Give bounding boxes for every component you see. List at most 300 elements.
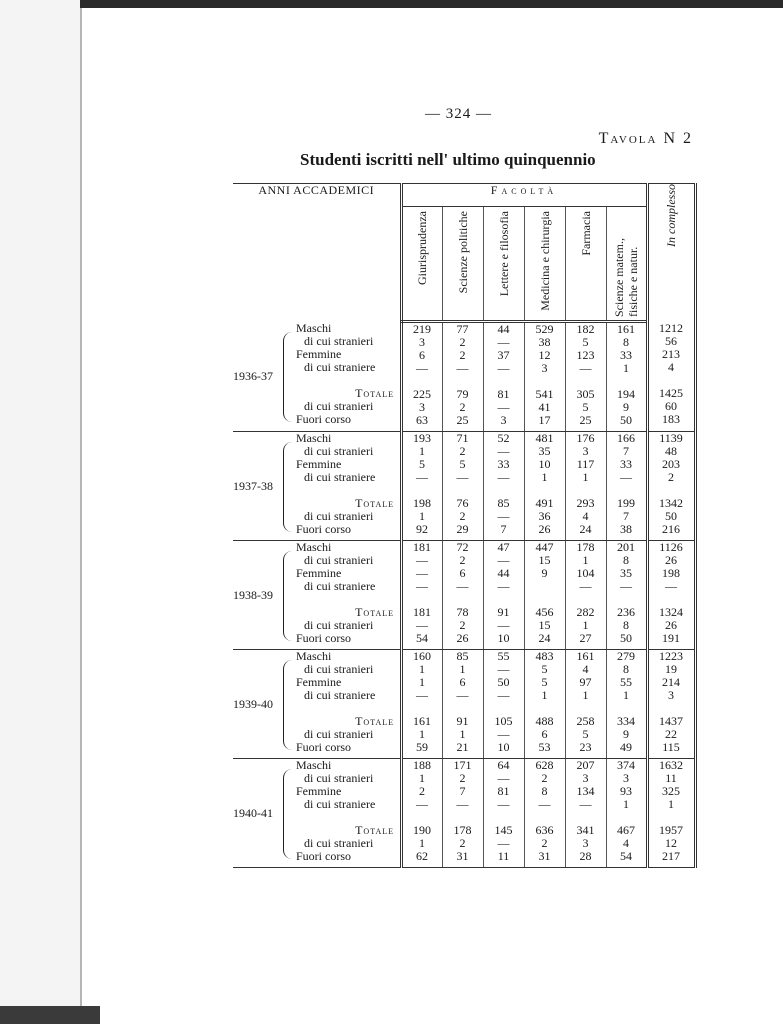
table-cell-value: 6 [459, 566, 466, 580]
table-cell-value: — [497, 509, 510, 523]
table-cell-value: 5 [582, 400, 589, 414]
table-cell-value: 6 [459, 675, 466, 689]
table-cell-value: 203 [662, 457, 680, 471]
brace-icon [283, 332, 292, 422]
table-cell-value: 1 [419, 509, 425, 523]
row-label-femmine: Femmine [296, 675, 342, 689]
table-cell-value: 201 [617, 540, 635, 554]
faculty-column-cell [401, 432, 442, 541]
table-cell-value: 1 [623, 361, 629, 375]
row-label-fuori-corso: Fuori corso [296, 849, 351, 863]
year-block-labels [233, 650, 401, 759]
value-stack [484, 650, 524, 758]
table-cell-value: 24 [538, 631, 551, 645]
row-label-di-cui-straniere: di cui straniere [304, 797, 376, 811]
total-column-cell [647, 650, 695, 759]
row-label-maschi: Maschi [296, 540, 332, 554]
table-cell-value: 29 [456, 522, 469, 536]
row-label-femmine: Femmine [296, 784, 342, 798]
row-label-di-cui-stranieri: di cui stranieri [304, 727, 374, 741]
value-stack [484, 541, 524, 649]
table-cell-value: 22 [665, 727, 677, 741]
table-cell-value: 1 [582, 470, 589, 484]
table-cell-value: — [497, 444, 510, 458]
table-cell-value: 71 [456, 431, 469, 445]
year-block-labels [233, 759, 401, 868]
table-cell-value: 334 [617, 714, 635, 728]
table-cell-value: 282 [576, 605, 595, 619]
table-cell-value: 145 [494, 823, 513, 837]
table-cell-value: 219 [413, 322, 431, 336]
table-cell-value: 325 [662, 784, 680, 798]
row-label-di-cui-stranieri: di cui stranieri [304, 553, 374, 567]
table-cell-value: 2 [459, 335, 466, 349]
table-cell-value [525, 580, 565, 593]
academic-year-label: 1938-39 [233, 588, 273, 602]
table-cell-value: 28 [579, 849, 592, 863]
faculty-column-cell [565, 322, 606, 432]
faculty-column-cell [524, 322, 565, 432]
table-cell-value: 7 [623, 509, 629, 523]
header-faculty: Medicina e chirurgia [524, 207, 565, 322]
value-stack [443, 323, 483, 431]
table-cell-value: 44 [497, 566, 510, 580]
table-cell-value: 3 [419, 335, 425, 349]
table-cell-value: 79 [456, 387, 469, 401]
table-cell-value: 8 [541, 784, 548, 798]
table-cell-value: 104 [576, 566, 595, 580]
value-stack [443, 650, 483, 758]
value-stack [525, 759, 565, 867]
table-cell-value: — [497, 688, 510, 702]
value-stack [607, 541, 646, 649]
faculty-column-cell [606, 541, 647, 650]
row-labels [296, 541, 400, 645]
year-block-row [233, 650, 695, 759]
year-block-row [233, 759, 695, 868]
table-cell-value: 81 [497, 387, 510, 401]
table-cell-value: 15 [538, 553, 551, 567]
table-cell-value: 5 [541, 675, 548, 689]
table-cell-value: — [497, 618, 510, 632]
header-faculty: Giurisprudenza [401, 207, 442, 322]
value-stack [484, 432, 524, 540]
faculty-column-cell [401, 541, 442, 650]
table-cell-value: 2 [459, 400, 466, 414]
table-cell-value: 4 [623, 836, 629, 850]
table-cell-value: 44 [497, 322, 510, 336]
faculty-column-cell [442, 759, 483, 868]
table-cell-value: 3 [582, 836, 589, 850]
table-cell-value: 529 [535, 322, 554, 336]
table-cell-value: 636 [535, 823, 554, 837]
table-cell-value: 207 [576, 758, 595, 772]
table-cell-value: 491 [535, 496, 554, 510]
table-cell-value: 76 [456, 496, 469, 510]
table-cell-value: 488 [535, 714, 554, 728]
table-cell-value: 47 [497, 540, 510, 554]
faculty-column-cell [401, 650, 442, 759]
row-label-totale: Totale [355, 496, 394, 510]
table-cell-value: 11 [665, 771, 677, 785]
table-cell-value: 191 [662, 631, 680, 645]
table-cell-value: 1 [419, 727, 425, 741]
table-cell-value: — [497, 662, 510, 676]
table-cell-value: 3 [541, 361, 548, 375]
table-cell-value: 4 [668, 359, 674, 374]
table-cell-value: — [665, 579, 677, 593]
total-column-cell [647, 322, 695, 432]
value-stack [607, 323, 646, 431]
table-cell-value: 12 [538, 348, 551, 362]
table-cell-value: 456 [535, 605, 554, 619]
table-cell-value: 199 [617, 496, 635, 510]
scan-bottom-edge [0, 1006, 100, 1024]
table-cell-value: — [620, 579, 632, 593]
scan-top-edge [80, 0, 783, 8]
table-cell-value: — [497, 361, 510, 375]
value-stack [566, 650, 606, 758]
value-stack [649, 541, 694, 649]
value-stack [525, 323, 565, 431]
row-label-femmine: Femmine [296, 457, 342, 471]
row-label-di-cui-stranieri: di cui stranieri [304, 398, 374, 413]
table-cell-value: 91 [497, 605, 510, 619]
table-cell-value: 117 [576, 457, 595, 471]
table-cell-value: 4 [582, 509, 589, 523]
table-cell-value: 181 [413, 605, 431, 619]
table-cell-value: 78 [456, 605, 469, 619]
faculty-column-cell [524, 541, 565, 650]
brace-icon [283, 551, 292, 641]
table-cell-value: 178 [576, 540, 595, 554]
table-cell-value: 50 [620, 413, 632, 427]
table-cell-value: 305 [576, 387, 595, 401]
table-cell-value: 188 [413, 758, 431, 772]
row-label-fuori-corso: Fuori corso [296, 522, 351, 536]
table-cell-value: 1324 [659, 605, 683, 619]
table-cell-value: 225 [413, 387, 431, 401]
table-cell-value: — [416, 470, 428, 484]
table-cell-value: 5 [582, 335, 589, 349]
table-cell-value: 37 [497, 348, 510, 362]
table-cell-value: 11 [497, 849, 510, 863]
table-cell-value: 38 [620, 522, 632, 536]
table-cell-value: 1 [541, 470, 548, 484]
value-stack [566, 759, 606, 867]
row-label-di-cui-stranieri: di cui stranieri [304, 618, 374, 632]
value-stack [443, 541, 483, 649]
row-label-maschi: Maschi [296, 758, 332, 772]
table-cell-value: 59 [416, 740, 428, 754]
table-cell-value: 1 [623, 688, 629, 702]
table-cell-value: 8 [623, 618, 629, 632]
table-cell-value: 6 [419, 348, 425, 362]
table-cell-value: 85 [456, 649, 469, 663]
table-cell-value: — [620, 470, 632, 484]
table-cell-value: — [416, 566, 428, 580]
faculty-column-cell [606, 322, 647, 432]
table-cell-value: 8 [623, 335, 629, 349]
faculty-column-cell [442, 541, 483, 650]
faculty-column-cell [606, 759, 647, 868]
brace-icon [283, 660, 292, 750]
table-cell-value: — [497, 836, 510, 850]
row-label-totale: Totale [355, 823, 394, 837]
header-facolta: Facoltà [401, 184, 647, 207]
table-cell-value: 483 [535, 649, 554, 663]
table-cell-value: 56 [665, 333, 677, 348]
row-label-femmine: Femmine [296, 346, 342, 361]
value-stack [607, 432, 646, 540]
table-cell-value: 7 [459, 784, 466, 798]
table-cell-value: 183 [662, 411, 680, 426]
table-cell-value: — [416, 688, 428, 702]
table-cell-value: 279 [617, 649, 635, 663]
table-cell-value: 447 [535, 540, 554, 554]
table-cell-value: 35 [538, 444, 551, 458]
table-cell-value: 217 [662, 849, 680, 863]
table-cell-value: 26 [456, 631, 469, 645]
row-label-maschi: Maschi [296, 649, 332, 663]
table-cell-value: 1 [668, 797, 674, 811]
table-cell-value: 21 [456, 740, 469, 754]
table-cell-value: 2 [541, 771, 548, 785]
table-cell-value: 2 [459, 348, 466, 362]
table-cell-value: 77 [456, 322, 469, 336]
value-stack [443, 432, 483, 540]
year-block-labels [233, 541, 401, 650]
value-stack [566, 323, 606, 431]
row-label-di-cui-stranieri: di cui stranieri [304, 444, 374, 458]
table-cell-value: 1342 [659, 496, 683, 510]
table-cell-value: 5 [419, 457, 425, 471]
table-cell-value: — [497, 771, 510, 785]
table-cell-value: 1 [541, 688, 548, 702]
table-cell-value: 293 [576, 496, 595, 510]
value-stack [649, 650, 694, 758]
table-cell-value: 3 [419, 400, 425, 414]
table-cell-value: 17 [538, 413, 551, 427]
table-cell-value: 10 [497, 740, 510, 754]
value-stack [649, 322, 694, 430]
table-cell-value: — [456, 797, 469, 811]
row-labels [296, 322, 400, 426]
table-cell-value: 24 [579, 522, 592, 536]
header-anni-accademici: ANNI ACCADEMICI [233, 184, 401, 322]
row-spacer [296, 374, 400, 387]
page-title: Studenti iscritti nell' ultimo quinquennio [300, 150, 596, 169]
table-cell-value: 1 [623, 797, 629, 811]
table-cell-value: — [497, 400, 510, 414]
table-cell-value: 2 [668, 470, 674, 484]
row-label-di-cui-straniere: di cui straniere [304, 359, 376, 374]
faculty-column-cell [606, 432, 647, 541]
table-cell-value: — [497, 553, 510, 567]
row-label-di-cui-stranieri: di cui stranieri [304, 836, 374, 850]
table-cell-value: 9 [623, 400, 629, 414]
row-label-di-cui-stranieri: di cui stranieri [304, 509, 374, 523]
table-cell-value: 467 [617, 823, 635, 837]
table-cell-value: 1223 [659, 649, 683, 663]
page-number: — 324 — [425, 106, 492, 122]
faculty-column-cell [483, 432, 524, 541]
table-cell-value: 50 [620, 631, 632, 645]
academic-year-label: 1939-40 [233, 697, 273, 711]
row-label-fuori-corso: Fuori corso [296, 740, 351, 754]
value-stack [566, 541, 606, 649]
value-stack [566, 432, 606, 540]
table-cell-value: 9 [541, 566, 548, 580]
table-cell-value: — [579, 361, 592, 375]
faculty-column-cell [442, 432, 483, 541]
table-cell-value: 1 [419, 836, 425, 850]
year-block-row [233, 432, 695, 541]
table-cell-value: 2 [419, 784, 425, 798]
table-cell-value: 1212 [659, 320, 683, 335]
value-stack [525, 432, 565, 540]
table-cell-value: 31 [538, 849, 551, 863]
students-table [233, 183, 697, 868]
table-cell-value: 8 [623, 553, 629, 567]
table-cell-value: 7 [500, 522, 507, 536]
table-cell-value: — [538, 797, 551, 811]
faculty-column-cell [483, 541, 524, 650]
table-cell-value: 171 [453, 758, 472, 772]
row-label-totale: Totale [355, 605, 394, 619]
value-stack [403, 323, 442, 431]
table-cell-value: — [497, 470, 510, 484]
table-cell-value: — [416, 553, 428, 567]
table-cell-value: 54 [620, 849, 632, 863]
faculty-column-cell [483, 759, 524, 868]
header-faculty: Scienze matem., fisiche e natur. [606, 207, 647, 322]
table-cell-value: 134 [576, 784, 595, 798]
table-cell-value: 216 [662, 522, 680, 536]
value-stack [525, 541, 565, 649]
table-cell-value: 1 [419, 675, 425, 689]
faculty-column-cell [524, 650, 565, 759]
faculty-column-cell [565, 541, 606, 650]
table-cell-value: 49 [620, 740, 632, 754]
table-cell-value: 81 [497, 784, 510, 798]
table-cell-value: 50 [665, 509, 677, 523]
table-cell-value: 1437 [659, 714, 683, 728]
table-cell-value: 25 [456, 413, 469, 427]
table-cell-value: — [456, 361, 469, 375]
faculty-column-cell [442, 650, 483, 759]
faculty-column-cell [606, 650, 647, 759]
table-cell-value: 26 [538, 522, 551, 536]
row-labels [296, 759, 400, 863]
table-cell-value: 15 [538, 618, 551, 632]
row-label-totale: Totale [355, 714, 394, 728]
table-cell-value: 481 [535, 431, 554, 445]
table-cell-value: 50 [497, 675, 510, 689]
table-cell-value: 3 [582, 444, 589, 458]
table-cell-value: 6 [541, 727, 548, 741]
table-cell-value: 4 [582, 662, 589, 676]
table-cell-value: 1 [582, 618, 589, 632]
row-label-maschi: Maschi [296, 320, 332, 335]
faculty-column-cell [524, 759, 565, 868]
value-spacer [649, 374, 694, 387]
value-stack [443, 759, 483, 867]
table-cell-value: — [497, 797, 510, 811]
header-faculty: Farmacia [565, 207, 606, 322]
table-cell-value: 181 [413, 540, 431, 554]
table-cell-value: 33 [620, 457, 632, 471]
table-cell-value: 97 [579, 675, 592, 689]
faculty-column-cell [565, 432, 606, 541]
table-cell-value: 341 [576, 823, 595, 837]
table-cell-value: 182 [576, 322, 595, 336]
table-cell-value: 105 [494, 714, 513, 728]
table-cell-value: 85 [497, 496, 510, 510]
table-cell-value: 123 [576, 348, 595, 362]
table-cell-value: 48 [665, 444, 677, 458]
table-cell-value: 9 [623, 727, 629, 741]
table-cell-value: 161 [576, 649, 595, 663]
table-cell-value: 3 [500, 413, 507, 427]
table-cell-value: 2 [541, 836, 548, 850]
row-label-di-cui-straniere: di cui straniere [304, 470, 376, 484]
table-cell-value: 1632 [659, 758, 683, 772]
row-label-di-cui-stranieri: di cui stranieri [304, 771, 374, 785]
table-cell-value: 236 [617, 605, 635, 619]
table-cell-value: 5 [459, 457, 466, 471]
academic-year-label: 1940-41 [233, 806, 273, 820]
table-cell-value: 25 [579, 413, 592, 427]
table-cell-value: 198 [662, 566, 680, 580]
table-cell-value: 3 [582, 771, 589, 785]
faculty-column-cell [483, 650, 524, 759]
table-cell-value: 64 [497, 758, 510, 772]
table-cell-value: 1 [459, 727, 466, 741]
value-stack [525, 650, 565, 758]
table-cell-value: 8 [623, 662, 629, 676]
table-cell-value: 33 [620, 348, 632, 362]
value-stack [403, 759, 442, 867]
table-cell-value: — [497, 335, 510, 349]
row-label-di-cui-straniere: di cui straniere [304, 579, 376, 593]
year-block-row [233, 541, 695, 650]
table-cell-value: 2 [459, 444, 466, 458]
table-cell-value: 33 [497, 457, 510, 471]
table-cell-value: — [456, 470, 469, 484]
table-cell-value: 1 [459, 662, 466, 676]
table-cell-value: 190 [413, 823, 431, 837]
table-cell-value: 3 [623, 771, 629, 785]
table-cell-value: 176 [576, 431, 595, 445]
row-label-di-cui-stranieri: di cui stranieri [304, 662, 374, 676]
table-cell-value: 38 [538, 335, 551, 349]
table-cell-value: 214 [662, 675, 680, 689]
table-cell-value: 26 [665, 618, 677, 632]
value-stack [607, 759, 646, 867]
table-cell-value: — [456, 688, 469, 702]
table-cell-value: — [579, 579, 592, 593]
academic-year-label: 1937-38 [233, 479, 273, 493]
row-label-di-cui-stranieri: di cui stranieri [304, 333, 374, 348]
table-cell-value: 91 [456, 714, 469, 728]
table-cell-value: 5 [541, 662, 548, 676]
table-cell-value: 1 [419, 444, 425, 458]
academic-year-label: 1936-37 [233, 368, 273, 383]
table-cell-value: 35 [620, 566, 632, 580]
faculty-column-cell [565, 650, 606, 759]
table-cell-value: 1 [582, 553, 589, 567]
